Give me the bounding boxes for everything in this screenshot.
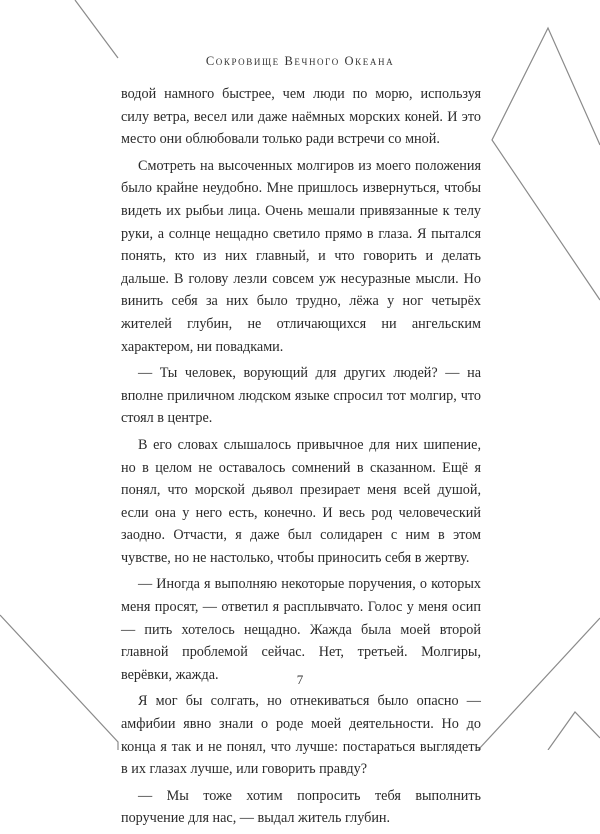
paragraph: В его словах слышалось привычное для них шипение, но в целом не оставалось сомнений в сказанном. Ещё я понял, что морской дьявол презирает меня всей душой, если она у него есть, конечно. И весь род человеческий заодно. Отчасти, я даже был солидарен с ним в этом чувстве, но не настолько, чтобы приносить себя в жертву. [121, 436, 481, 566]
paragraph: — Ты человек, ворующий для других людей? — на вполне приличном людском языке спросил тот молгир, что стоял в центре. [121, 365, 481, 427]
top-left-diagonal-line [75, 0, 118, 58]
paragraph: водой намного быстрее, чем люди по морю, используя силу ветра, весел или даже наёмных морских коней. И это место они облюбовали только ради встречи со мной. [121, 86, 481, 148]
running-header: Сокровище Вечного Океана [205, 54, 395, 68]
body-text [121, 83, 481, 834]
right-bottom-corner-line [548, 712, 600, 750]
paragraph: Я мог бы солгать, но отнекиваться было опасно — амфибии явно знали о роде моей деятельности. Но до конца я так и не понял, что лучше: постараться выглядеть в их глазах лучше, или говорить правду? [121, 693, 481, 778]
paragraph: Смотреть на высоченных молгиров из моего положения было крайне неудобно. Мне пришлось извернуться, чтобы видеть их рыбьи лица. Очень мешали привязанные к телу руки, а солнце нещадно светило прямо в глаза. Я пытался понять, кто из них главный, и что говорить и делать дальше. В голову лезли совсем уж несуразные мысли. Но винить себя за них было трудно, лёжа у ног четырёх жителей глубин, не отличающихся ни ангельским характером, ни повадками. [121, 157, 481, 355]
paragraph: — Иногда я выполняю некоторые поручения, о которых меня просят, — ответил я расплывчато. Голос у меня осип — пить хотелось нещадно. Жажда была моей второй главной проблемой сейчас. Нет, третьей. Молгиры, верёвки, жажда. [121, 576, 481, 683]
paragraph: — Мы тоже хотим попросить тебя выполнить поручение для нас, — выдал житель глубин. [121, 787, 481, 827]
page-number: 7 [296, 672, 304, 687]
